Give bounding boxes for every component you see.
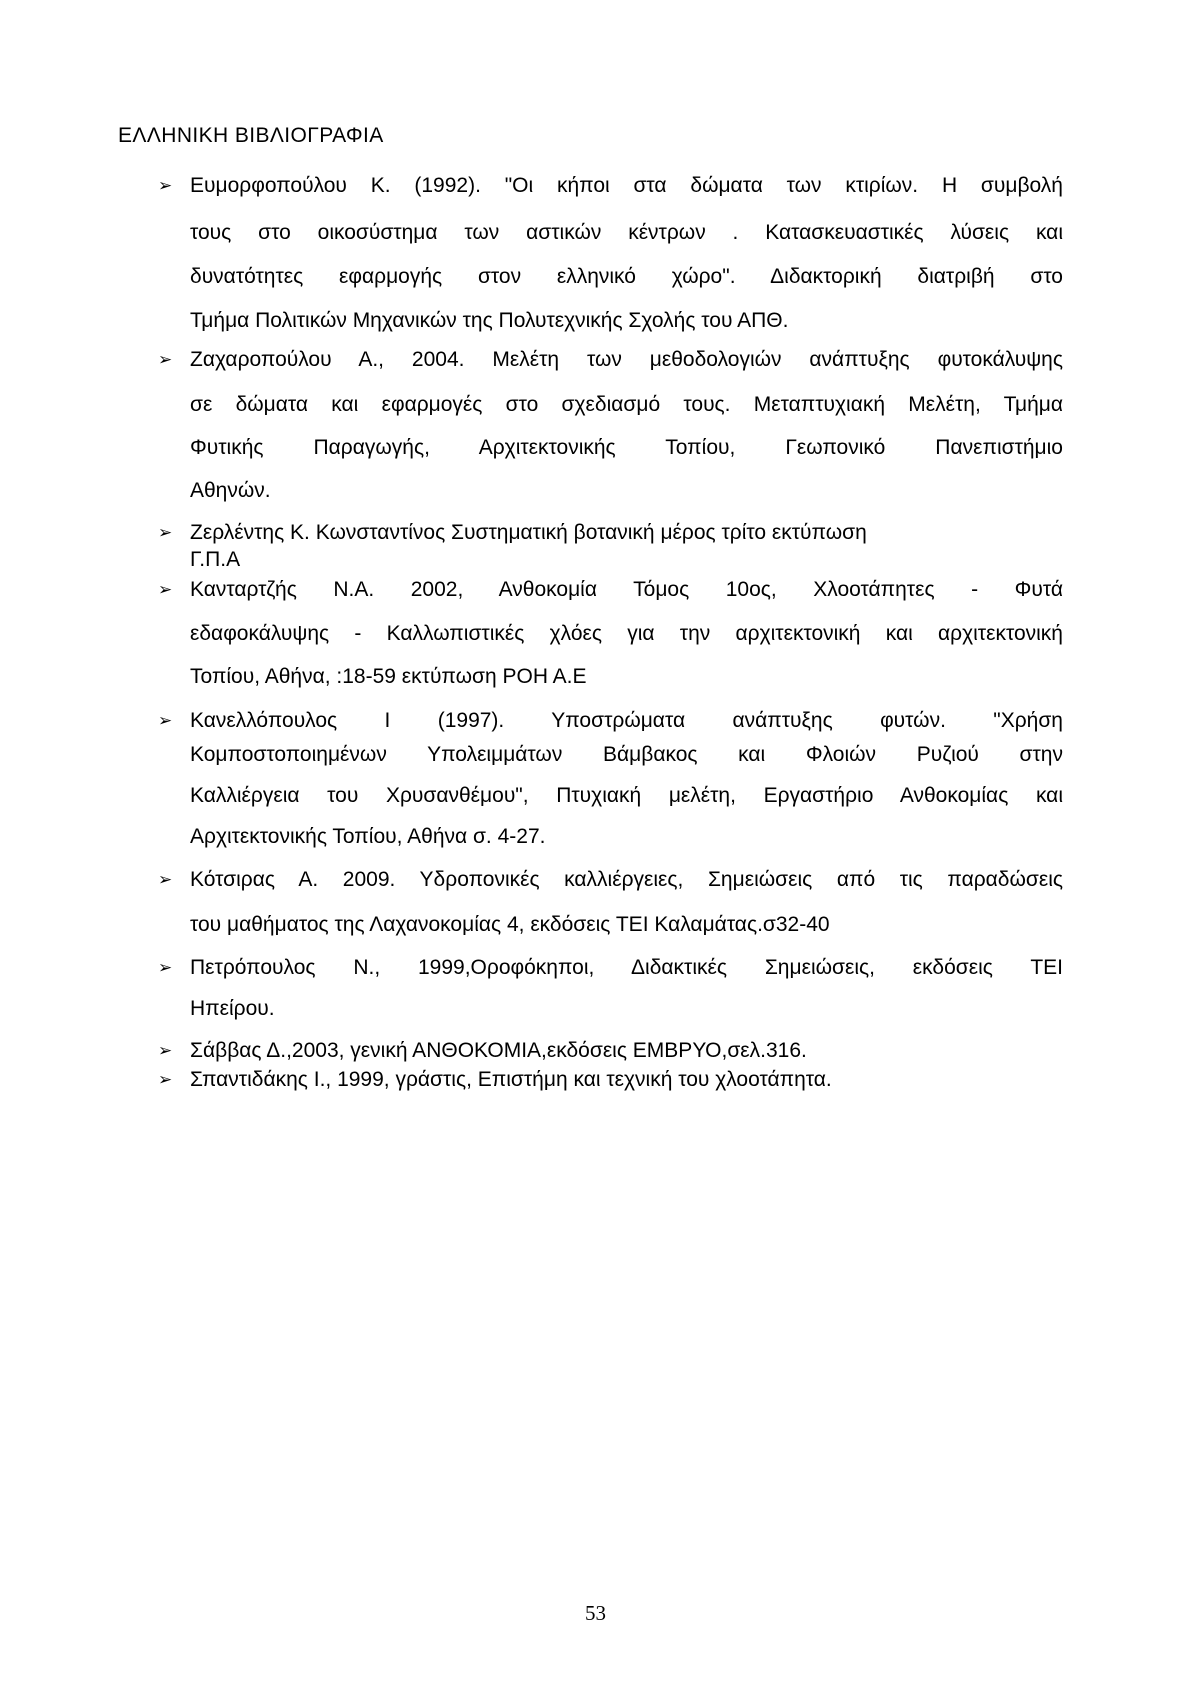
bullet-arrow-icon: ➢ xyxy=(158,176,173,196)
bullet-arrow-icon: ➢ xyxy=(158,1070,173,1090)
reference-line: Ηπείρου. xyxy=(190,997,275,1020)
bullet-arrow-icon: ➢ xyxy=(158,580,173,600)
reference-line: Κανελλόπουλος Ι (1997). Υποστρώματα ανάπτυξης φυτών. "Χρήση xyxy=(190,709,1063,732)
reference-line: Τμήμα Πολιτικών Μηχανικών της Πολυτεχνικής Σχολής του ΑΠΘ. xyxy=(190,309,789,332)
reference-line: Φυτικής Παραγωγής, Αρχιτεκτονικής Τοπίου, Γεωπονικό Πανεπιστήμιο xyxy=(190,436,1063,459)
reference-line: εδαφοκάλυψης - Καλλωπιστικές χλόες για την αρχιτεκτονική και αρχιτεκτονική xyxy=(190,622,1063,645)
reference-line: Κανταρτζής Ν.Α. 2002, Ανθοκομία Τόμος 10ος, Χλοοτάπητες - Φυτά xyxy=(190,578,1063,601)
reference-line: Αρχιτεκτονικής Τοπίου, Αθήνα σ. 4-27. xyxy=(190,825,546,848)
reference-line: του μαθήματος της Λαχανοκομίας 4, εκδόσεις ΤΕΙ Καλαμάτας.σ32-40 xyxy=(190,913,830,936)
reference-line: Τοπίου, Αθήνα, :18-59 εκτύπωση ΡΟΗ Α.Ε xyxy=(190,665,587,688)
reference-line: Αθηνών. xyxy=(190,479,271,502)
page-number: 53 xyxy=(585,1601,606,1625)
bibliography-heading: ΕΛΛΗΝΙΚΗ ΒΙΒΛΙΟΓΡΑΦΙΑ xyxy=(118,124,384,147)
reference-line: δυνατότητες εφαρμογής στον ελληνικό χώρο". Διδακτορική διατριβή στο xyxy=(190,265,1063,288)
reference-line: σε δώματα και εφαρμογές στο σχεδιασμό τους. Μεταπτυχιακή Μελέτη, Τμήμα xyxy=(190,393,1063,416)
reference-line: Ζαχαροπούλου Α., 2004. Μελέτη των μεθοδολογιών ανάπτυξης φυτοκάλυψης xyxy=(190,348,1063,371)
bullet-arrow-icon: ➢ xyxy=(158,350,173,370)
reference-line: Καλλιέργεια του Χρυσανθέμου", Πτυχιακή μελέτη, Εργαστήριο Ανθοκομίας και xyxy=(190,784,1063,807)
reference-line: Σάββας Δ.,2003, γενική ΑΝΘΟΚΟΜΙΑ,εκδόσεις ΕΜΒΡΥΟ,σελ.316. xyxy=(190,1039,807,1062)
bullet-arrow-icon: ➢ xyxy=(158,711,173,731)
reference-line: Σπαντιδάκης Ι., 1999, γράστις, Επιστήμη και τεχνική του χλοοτάπητα. xyxy=(190,1068,832,1091)
bullet-arrow-icon: ➢ xyxy=(158,1041,173,1061)
reference-line: Κότσιρας Α. 2009. Υδροπονικές καλλιέργειες, Σημειώσεις από τις παραδώσεις xyxy=(190,868,1063,891)
reference-line: Γ.Π.Α xyxy=(190,548,241,571)
reference-line: Πετρόπουλος Ν., 1999,Οροφόκηποι, Διδακτικές Σημειώσεις, εκδόσεις ΤΕΙ xyxy=(190,956,1063,979)
bullet-arrow-icon: ➢ xyxy=(158,523,173,543)
reference-line: Κομποστοποιημένων Υπολειμμάτων Βάμβακος και Φλοιών Ρυζιού στην xyxy=(190,743,1063,766)
reference-line: Ευμορφοπούλου Κ. (1992). "Οι κήποι στα δώματα των κτιρίων. Η συμβολή xyxy=(190,174,1063,197)
bullet-arrow-icon: ➢ xyxy=(158,958,173,978)
reference-line: Ζερλέντης Κ. Κωνσταντίνος Συστηματική βοτανική μέρος τρίτο εκτύπωση xyxy=(190,521,867,544)
reference-line: τους στο οικοσύστημα των αστικών κέντρων . Κατασκευαστικές λύσεις και xyxy=(190,221,1063,244)
bullet-arrow-icon: ➢ xyxy=(158,870,173,890)
